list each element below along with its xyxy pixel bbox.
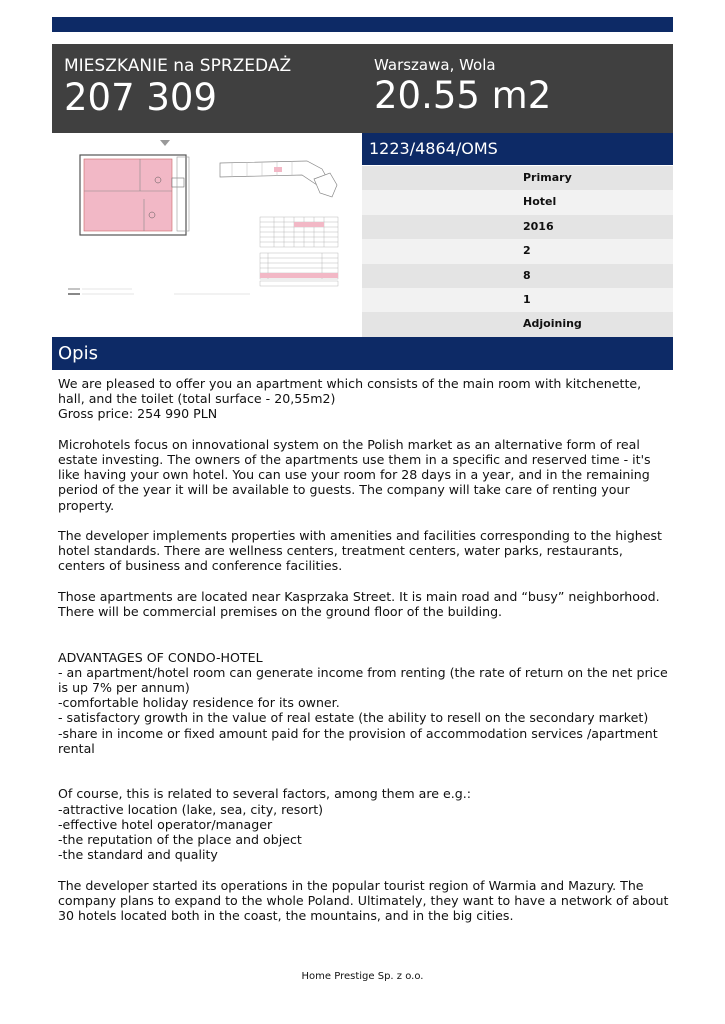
section-title: Opis xyxy=(52,337,673,370)
detail-year: 2016 xyxy=(362,215,673,239)
listing-area: 20.55 m2 xyxy=(374,74,552,117)
floor-plan-image xyxy=(52,133,362,337)
listing-location: Warszawa, Wola xyxy=(374,56,496,74)
detail-building-type: Hotel xyxy=(362,190,673,214)
footer-company: Home Prestige Sp. z o.o. xyxy=(301,971,424,982)
floor-plan-drawing xyxy=(52,133,362,337)
header-left xyxy=(64,56,291,120)
listing-type: MIESZKANIE na SPRZEDAŻ xyxy=(64,56,292,76)
reference-number: 1223/4864/OMS xyxy=(362,133,673,165)
detail-floor: 2 xyxy=(362,239,673,263)
listing-price: 207 309 xyxy=(64,76,218,119)
details-table xyxy=(362,166,673,337)
top-accent-bar xyxy=(52,17,673,32)
detail-market: Primary xyxy=(362,166,673,190)
header-right xyxy=(374,56,551,118)
north-marker-icon xyxy=(160,140,170,146)
site-plan xyxy=(220,161,327,185)
floor-table xyxy=(260,217,338,247)
listing-header xyxy=(52,44,673,133)
detail-rooms: 1 xyxy=(362,288,673,312)
room-table xyxy=(260,253,338,286)
description-text: We are pleased to offer you an apartment which consists of the main room with kitchenette, hall, and the toilet (total surface - 20,55m2) Gross price: 254 990 PLN Microhotels focus on innovational system on the Polish market as an alternative form of real estate investing. The owners of the apartments use them in a specific and reserved time - it's like having your own hotel. You can use your room for 28 days in a year, and in the remaining period of the year it will be available to guests. The company will take care of renting your property. The developer implements properties with amenities and facilities corresponding to the highest hotel standards. There are wellness centers, treatment centers, water parks, restaurants, centers of business and conference facilities. Those apartments are located near Kasprzaka Street. It is main road and “busy” neighborhood. There will be commercial premises on the ground floor of the building. ADVANTAGES OF CONDO-HOTEL - an apartment/hotel room can generate income from renting (the rate of return on the net price is up 7% per annum) -comfortable holiday residence for its owner. - satisfactory growth in the value of real estate (the ability to resell on the secondary market) -share in income or fixed amount paid for the provision of accommodation services /apartment rental Of course, this is related to several factors, among them are e.g.: -attractive location (lake, sea, city, resort) -effective hotel operator/manager -the reputation of the place and object -the standard and quality The developer started its operations in the popular tourist region of Warmia and Mazury. The company plans to expand to the whole Poland. Ultimately, they want to have a network of about 30 hotels located both in the coast, the mountains, and in the big cities. xyxy=(58,376,669,924)
room-highlight xyxy=(84,159,172,231)
detail-floors-total: 8 xyxy=(362,264,673,288)
detail-kitchen: Adjoining xyxy=(362,312,673,336)
